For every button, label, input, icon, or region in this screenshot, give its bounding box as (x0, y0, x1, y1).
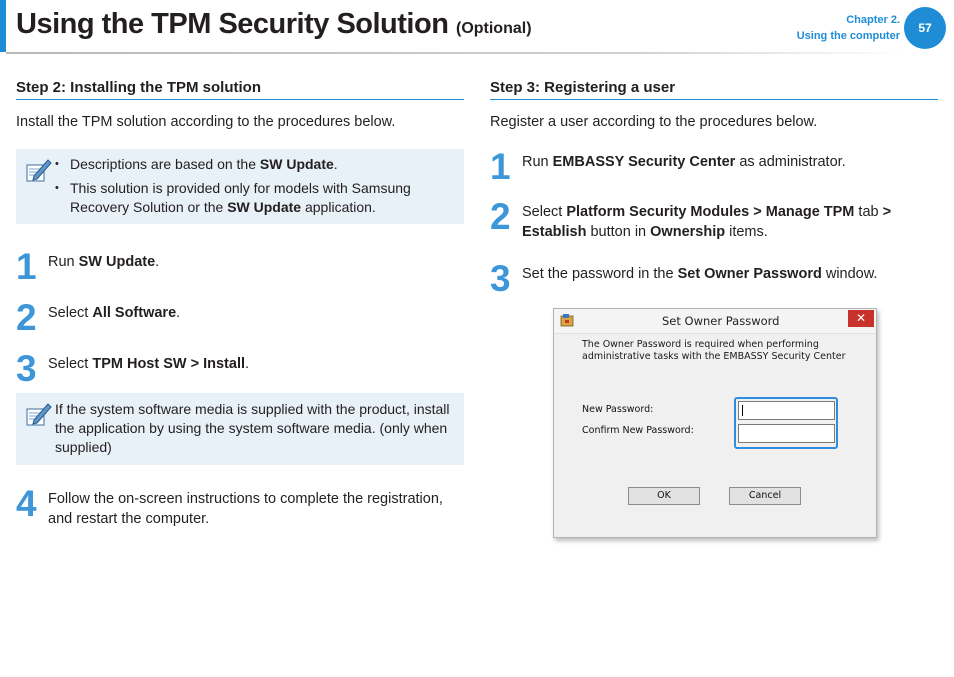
note-box-system-media (16, 393, 464, 465)
step-number: 3 (16, 348, 36, 389)
chapter-number: Chapter 2. (846, 14, 900, 26)
dialog-message: The Owner Password is required when performing administrative tasks with the EMBASSY Security Center (582, 339, 846, 362)
page-title (16, 8, 532, 41)
step-item-4: 4 Follow the on-screen instructions to complete the registration, and restart the computer. (16, 483, 443, 527)
note-bullet: • Descriptions are based on the SW Update. (55, 155, 455, 174)
section-heading-step3: Step 3: Registering a user (490, 79, 938, 100)
step-number: 2 (16, 297, 36, 338)
step-item-1: 1 Run SW Update. (16, 246, 160, 287)
ok-button[interactable]: OK (628, 487, 700, 505)
step-item-2: 2 Select Platform Security Modules > Manage TPM tab > Establish button in Ownership items. (490, 196, 892, 240)
step-item-3: 3 Set the password in the Set Owner Password window. (490, 258, 878, 299)
confirm-password-label: Confirm New Password: (582, 425, 694, 436)
page-title-suffix: (Optional) (455, 20, 532, 37)
note-bullet: • This solution is provided only for models with Samsung Recovery Solution or the SW Update application. (55, 179, 455, 217)
section-intro-step3: Register a user according to the procedures below. (490, 114, 818, 130)
set-owner-password-dialog (553, 308, 877, 538)
note-text: If the system software media is supplied with the product, install the application by using the system software media. (only when supplied) (55, 401, 450, 455)
step-item-3: 3 Select TPM Host SW > Install. (16, 348, 250, 389)
step-number: 2 (490, 196, 510, 237)
chapter-label (797, 12, 900, 44)
step-number: 3 (490, 258, 510, 299)
pen-note-icon (24, 401, 52, 427)
new-password-label: New Password: (582, 404, 654, 415)
close-button[interactable]: ✕ (848, 310, 874, 327)
step-number: 1 (490, 146, 510, 187)
right-column (490, 79, 938, 299)
step-item-1: 1 Run EMBASSY Security Center as administrator. (490, 146, 846, 187)
header-divider (6, 52, 906, 54)
cancel-button[interactable]: Cancel (729, 487, 801, 505)
left-column (16, 79, 464, 529)
pen-note-icon (24, 157, 52, 183)
note-box-descriptions (16, 149, 464, 224)
text-caret (742, 405, 743, 416)
page-header (0, 0, 954, 60)
dialog-title: Set Owner Password (662, 314, 780, 328)
dialog-titlebar (554, 309, 876, 334)
step-item-2: 2 Select All Software. (16, 297, 181, 338)
step-number: 4 (16, 483, 36, 524)
chapter-title: Using the computer (796, 30, 900, 42)
section-intro-step2: Install the TPM solution according to the procedures below. (16, 114, 396, 130)
header-accent-bar (0, 0, 6, 52)
page-number: 57 (904, 7, 946, 49)
section-heading-step2: Step 2: Installing the TPM solution (16, 79, 464, 100)
app-icon (560, 313, 574, 327)
new-password-input[interactable] (738, 401, 835, 420)
step-number: 1 (16, 246, 36, 287)
confirm-password-input[interactable] (738, 424, 835, 443)
page-title-main: Using the TPM Security Solution (16, 8, 449, 40)
